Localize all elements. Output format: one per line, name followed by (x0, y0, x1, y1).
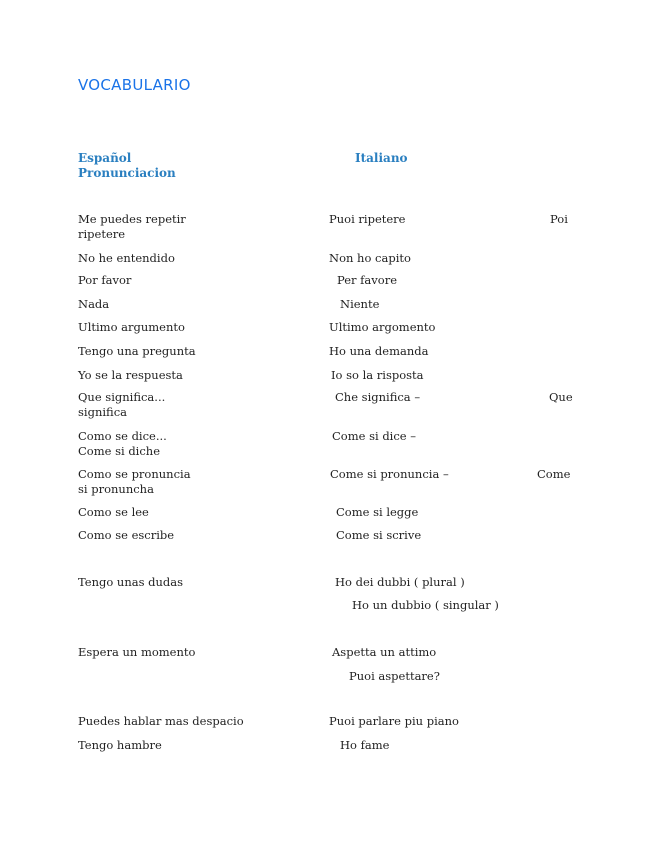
row-spanish: Yo se la respuesta (78, 368, 183, 382)
header-espanol: Español (78, 151, 132, 165)
row-spanish: Tengo una pregunta (78, 344, 196, 358)
row-spanish: Nada (78, 297, 110, 311)
row-italian: Come si legge (336, 505, 419, 519)
row-spanish: Como se lee (78, 505, 149, 519)
header-pronunciacion: Pronunciacion (78, 166, 176, 180)
row-spanish: Espera un momento (78, 645, 196, 659)
row-spanish: Como se dice... (78, 429, 167, 443)
row-italian-cont: Ho un dubbio ( singular ) (352, 598, 499, 612)
row-spanish: Tengo unas dudas (78, 575, 184, 589)
row-spanish: Como se escribe (78, 528, 175, 542)
row-spanish: Por favor (78, 273, 132, 287)
row-italian: Ultimo argomento (329, 320, 436, 334)
page-title: VOCABULARIO (78, 76, 191, 94)
row-spanish: Me puedes repetir (78, 212, 186, 226)
row-italian: Come si scrive (336, 528, 422, 542)
row-italian: Niente (340, 297, 380, 311)
row-pronunciation: Come (537, 467, 571, 481)
row-italian: Ho fame (340, 738, 390, 752)
row-italian: Ho dei dubbi ( plural ) (335, 575, 465, 589)
row-italian: Non ho capito (329, 251, 411, 265)
row-italian: Che significa – (335, 390, 421, 404)
row-italian: Come si pronuncia – (330, 467, 449, 481)
row-italian: Per favore (337, 273, 398, 287)
row-pronunciation-cont: ripetere (78, 227, 126, 241)
row-italian: Ho una demanda (329, 344, 429, 358)
row-italian: Io so la risposta (331, 368, 424, 382)
row-spanish: Tengo hambre (78, 738, 162, 752)
row-pronunciation-cont: Come si diche (78, 444, 161, 458)
row-pronunciation: Poi (550, 212, 568, 226)
row-italian: Come si dice – (332, 429, 417, 443)
header-italiano: Italiano (355, 151, 408, 165)
row-spanish: No he entendido (78, 251, 175, 265)
row-spanish: Que significa... (78, 390, 166, 404)
row-spanish: Como se pronuncia (78, 467, 191, 481)
row-italian: Puoi ripetere (329, 212, 406, 226)
row-spanish: Ultimo argumento (78, 320, 185, 334)
row-italian-cont: Puoi aspettare? (349, 669, 440, 683)
row-pronunciation-cont: si pronuncha (78, 482, 154, 496)
row-spanish: Puedes hablar mas despacio (78, 714, 244, 728)
row-italian: Aspetta un attimo (332, 645, 437, 659)
row-pronunciation: Que (549, 390, 573, 404)
row-pronunciation-cont: significa (78, 405, 127, 419)
row-italian: Puoi parlare piu piano (329, 714, 459, 728)
